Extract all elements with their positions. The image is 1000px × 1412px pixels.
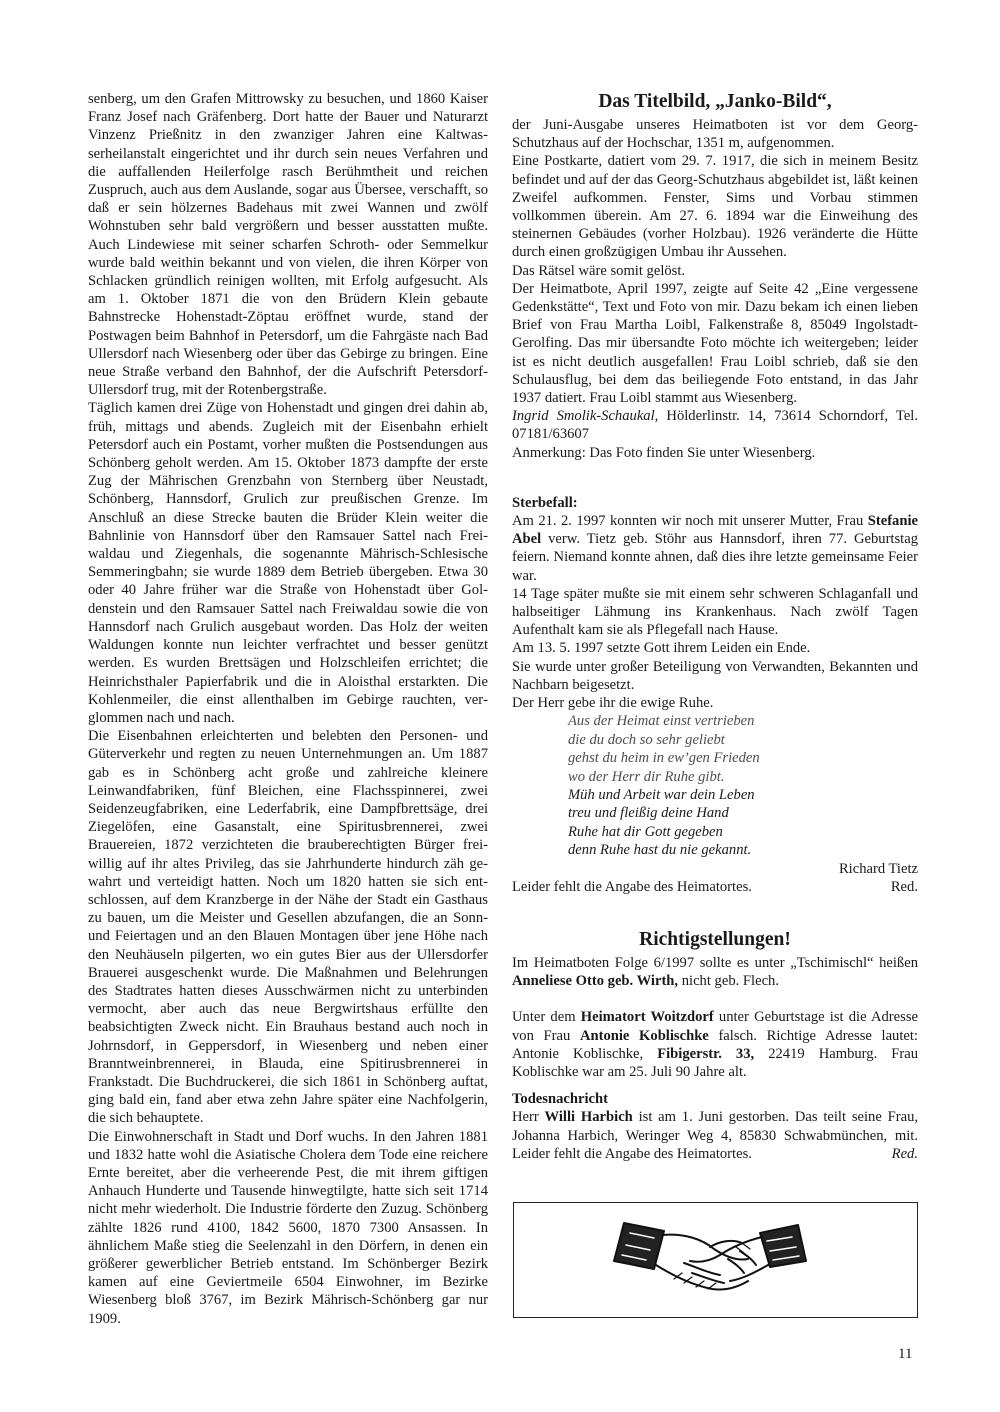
richtigstellungen-section — [512, 928, 918, 1081]
poem-line: gehst du heim in ew’gen Frieden — [568, 750, 760, 767]
corrected-name: Anneliese Otto geb. Wirth, — [512, 973, 679, 990]
sterbefall-section — [512, 494, 918, 896]
corrected-name: Antonie Koblischke — [579, 1027, 709, 1044]
article-paragraph: Die Einwohnerschaft in Stadt und Dorf wuchs. In den Jahren 1881 und 1832 hatte wohl die Asiatische Cholera dem Tode eine reichere Ernte bereitet, aber die verheerende Pest, die mit ihrem giftigen Anhauch Hunderte und Tausende hinwegtilgte, hatte sich seit 1714 nicht mehr wiederholt. Die Industrie förderte den Zuzug. Schönberg zählte 1826 rund 4100, 1842 5600, 1870 7300 Ansassen. In ähnlichem Maße stieg die Seelenzahl in den Dörfern, in denen ein größerer gewerblicher Betrieb entstand. Im Schönberger Bezirk kamen auf eine Geviertmeile 6504 Einwohner, im Bezirke Wiesenberg bloß 3767, im Bezirk Mährisch-Schönberg gar nur 1909. — [88, 1128, 488, 1327]
titelbild-author — [512, 407, 918, 443]
sterbefall-paragraph: Der Herr gebe ihr die ewige Ruhe. — [512, 695, 714, 712]
sterbefall-paragraph: 14 Tage später mußte sie mit einem sehr schweren Schlaganfall und halbseitiger Lähmung ins Krankenhaus. Nach zwölf Tagen Aufenthalt kam sie als Pflegefall nach Hause. — [512, 585, 918, 639]
poem-line: die du doch so sehr geliebt — [568, 731, 725, 748]
text-run: 22419 Hamburg. Frau Koblischke war am 25. Juli 90 Jahre alt. — [512, 1045, 919, 1080]
author-name: Ingrid Smolik-Schaukal, — [512, 408, 659, 425]
article-paragraph: Täglich kamen drei Züge von Hohenstadt und gingen drei dahin ab, früh, mittags und abends. Zugleich mit der Eisenbahn erhielt Petersdorf auch ein Postamt, vorher mußten die Postsendungen aus Schönberg geholt werden. Am 15. Oktober 1873 dampfte der erste Zug der Mährischen Grenzbahn von Sternberg über Neustadt, Schönberg, Hannsdorf, Grulich zur preußischen Grenze. Im Anschluß an diese Strecke bauten die Brüder Klein weiter die Bahnlinie von Hannsdorf über den Ramsauer Sattel nach Freiwaldau und Ziegenhals, die sogenannte Mährisch-Schlesische Semmeringbahn; sie wurde 1889 dem Betrieb übergeben. Etwa 30 oder 40 Jahre früher war die Straße von Hohenstadt über Goldenstein und den Ramsauer Sattel nach Freiwaldau sowie die von Hannsdorf nach Grulich ausgebaut worden. Das Holz der weiten Waldungen konnte nun leichter verfrachtet und besser genützt werden. Es wurden Brettsägen und Holzschleifen errichtet; die Heinrichsthaler Papierfabrik und die in Aloisthal erstarkten. Die Kohlenmeiler, die einst allenthalben im Gebirge rauchten, verglommen nach und nach. — [88, 400, 488, 726]
correction-paragraph — [512, 954, 918, 990]
deceased-name: Stefanie Abel — [512, 513, 918, 548]
signature: Richard Tietz — [838, 860, 918, 877]
titelbild-paragraph: Der Heimatbote, April 1997, zeigte auf Seite 42 „Eine vergessene Gedenkstätte“, Text und Foto von mir. Dazu bekam ich einen lieben Brief von Frau Martha Loibl, Falkenstraße 8, 85049 Ingolstadt-Gerolfing. Das mir übersandte Foto möchte ich weitergeben; leider ist es nicht deutlich ausgefallen! Frau Loibl schrieb, daß sie den Schulausflug, bei dem das beiliegende Foto entstand, in das Jahr 1937 datiert. Frau Loibl stammt aus Wiesenberg. — [512, 280, 918, 407]
titelbild-paragraph: Eine Postkarte, datiert vom 29. 7. 1917, die sich in meinem Besitz befindet und auf der das Georg-Schutzhaus abgebildet ist, läßt keinen Zweifel aufkommen. Fenster, Sims und Vorbau stimmen vollkommen überein. Am 27. 6. 1894 war die Einweihung des steinernen Gebäudes (vorher Holzbau). 1926 veränderte die Hütte durch einen großzügigen Umbau ihr Aussehen. — [512, 153, 918, 261]
text-run: Unter dem — [512, 1009, 581, 1026]
sterbefall-paragraph: Sie wurde unter großer Beteiligung von Verwandten, Bekannten und Nachbarn beigesetzt. — [512, 658, 918, 693]
titelbild-heading: Das Titelbild, „Janko-Bild“, — [598, 91, 832, 112]
author-address: Hölderlinstr. 14, 73614 Schorndorf, Tel. 07181/63607 — [512, 408, 918, 443]
poem-line: Müh und Arbeit war dein Leben — [568, 786, 755, 803]
article-paragraph: senberg, um den Grafen Mittrowsky zu besuchen, und 1860 Kaiser Franz Josef nach Gräfenberg. Dort hatte der Bauer und Naturarzt Vinzenz Prießnitz in den zwanziger Jahren eine Kaltwasserheilanstalt eingerichtet und ihr durch sein neues Verfahren und die auffallenden Heilerfolge rasch Berühmtheit und reichen Zuspruch, auch aus dem Auslande, sogar aus Übersee, verschafft, so daß er sein hölzernes Badehaus mit zwei Wannen und zwölf Wohnstuben sehr bald vergrößern und besser ausstatten mußte. Auch Lindewiese mit seiner scharfen Schroth- oder Semmelkur wurde bald weithin bekannt und von vielen, die ihren Körper von Schlacken gründlich reinigen wollten, mit Erfolg aufgesucht. Als am 1. Oktober 1871 die von den Brüdern Klein gebaute Bahnstrecke Hohenstadt-Zöptau eröffnet wurde, stand der Postwagen beim Bahnhof in Petersdorf, um die Fahrgäste nach Bad Ullersdorf nach Wiesenberg oder über das Gebirge zu bringen. Eine neue Straße verband den Bahnhof, der die Aufschrift Petersdorf-Ullersdorf trug, mit der Rotenbergstraße. — [88, 91, 488, 399]
editor-mark: Red. — [890, 878, 918, 895]
sterbefall-footnote-row — [512, 878, 918, 896]
hometown-name: Heimatort Woitzdorf — [580, 1009, 714, 1026]
handshake-icon — [514, 1203, 917, 1317]
text-run: falsch. Richtige Adresse lautet: Antonie Koblischke, — [512, 1027, 918, 1062]
text-run: Herr — [512, 1109, 545, 1126]
todesnachricht-heading: Todesnachricht — [512, 1091, 608, 1108]
sterbefall-paragraph — [512, 512, 918, 585]
poem-line: wo der Herr dir Ruhe gibt. — [568, 768, 725, 785]
sterbefall-paragraph: Am 13. 5. 1997 setzte Gott ihrem Leiden ein Ende. — [512, 640, 811, 657]
titelbild-paragraph: der Juni-Ausgabe unseres Heimatboten ist vor dem Georg-Schutzhaus auf der Hochschar, 1351 m, aufgenommen. — [512, 117, 918, 152]
handshake-illustration-box — [513, 1202, 918, 1318]
sterbefall-footnote: Leider fehlt die Angabe des Heimatortes. — [512, 878, 752, 895]
todesnachricht-paragraph — [512, 1108, 918, 1163]
poem-line: Aus der Heimat einst vertrieben — [568, 713, 755, 730]
sterbefall-heading: Sterbefall: — [512, 494, 578, 511]
text-run: unter Geburtstage ist die Adresse von Frau — [512, 1009, 918, 1044]
right-column — [512, 90, 918, 1163]
richtigstellungen-heading: Richtigstellungen! — [639, 928, 791, 950]
text-run: nicht geb. Flech. — [678, 973, 779, 990]
titelbild-paragraph: Das Rätsel wäre somit gelöst. — [512, 262, 686, 279]
correction-paragraph — [512, 1008, 918, 1081]
poem-line: Ruhe hat dir Gott gegeben — [568, 823, 723, 840]
text-run: verw. Tietz geb. Stöhr aus Hannsdorf, ihren 77. Geburtstag feiern. Niemand konnte ahnen, daß dies ihre letzte gemeinsame Feier war. — [512, 531, 918, 584]
text-run: ist am 1. Juni gestorben. Das teilt seine Frau, Johanna Harbich, Weringer Weg 4, 85830 Schwabmünchen, mit. Leider fehlt die Angabe des Heimatortes. — [512, 1109, 919, 1162]
page-number: 11 — [898, 1346, 913, 1362]
corrected-street: Fibigerstr. 33, — [657, 1045, 755, 1062]
todesnachricht-section — [512, 1090, 918, 1163]
titelbild-section — [512, 90, 918, 462]
article-paragraph: Die Eisenbahnen erleichterten und belebten den Personen- und Güterverkehr und regten zu neuen Unternehmungen an. Um 1887 gab es in Schönberg acht große und zahlreiche kleinere Leinwandfabriken, fünf Bleichen, eine Flachsspinnerei, zwei Seidenzeugfabriken, eine Lederfabrik, eine Dampfbrettsäge, drei Ziegelöfen, eine Gasanstalt, eine Spiritusbrennerei, zwei Brauereien, 1872 verzichteten die brauberechtigten Bürger freiwillig auf ihr altes Privileg, das sie Jahrhunderte hindurch zäh gewahrt und verteidigt hatten. Noch um 1820 hatten sie sich entschlossen, auf dem Kranzberge in der Nähe der Stadt ein Gasthaus zu bauen, um die Meister und Gesellen abzufangen, die an Sonn- und Feiertagen und an den Blauen Montagen über jene Höhe nach den Neuhäuseln pilgerten, wo ein gutes Bier aus der Ullersdorfer Brauerei ausgeschenkt wurde. Die Maßnahmen und Belehrungen des Stadtrates hatten dieses Ausschwärmen nicht zu unterbinden vermocht, aber auch das neue Bergwirtshaus erfüllte den beabsichtigten Zweck nicht. Ein Brauhaus bestand auch noch in Johrnsdorf, in Geppersdorf, in Wiesenberg und neben einer Branntweinbrennerei, in Blauda, eine Spitirusbrennerei in Frankstadt. Die Buchdruckerei, die sich 1861 in Schönberg auftat, ging bald ein, fand aber etwa zehn Jahre später eine Nachfolgerin, die sich behauptete. — [88, 728, 488, 1127]
text-run: Im Heimatboten Folge 6/1997 sollte es unter „Tschimischl“ heißen — [512, 954, 918, 971]
memorial-poem — [568, 712, 918, 859]
poem-line: denn Ruhe hast du nie gekannt. — [568, 842, 752, 859]
editor-mark: Red. — [891, 1145, 918, 1162]
text-run: Am 21. 2. 1997 konnten wir noch mit unserer Mutter, Frau — [512, 513, 868, 530]
titelbild-note: Anmerkung: Das Foto finden Sie unter Wiesenberg. — [512, 444, 816, 461]
left-column-article — [88, 90, 488, 1328]
poem-line: treu und fleißig deine Hand — [568, 805, 729, 822]
deceased-name: Willi Harbich — [544, 1109, 633, 1126]
